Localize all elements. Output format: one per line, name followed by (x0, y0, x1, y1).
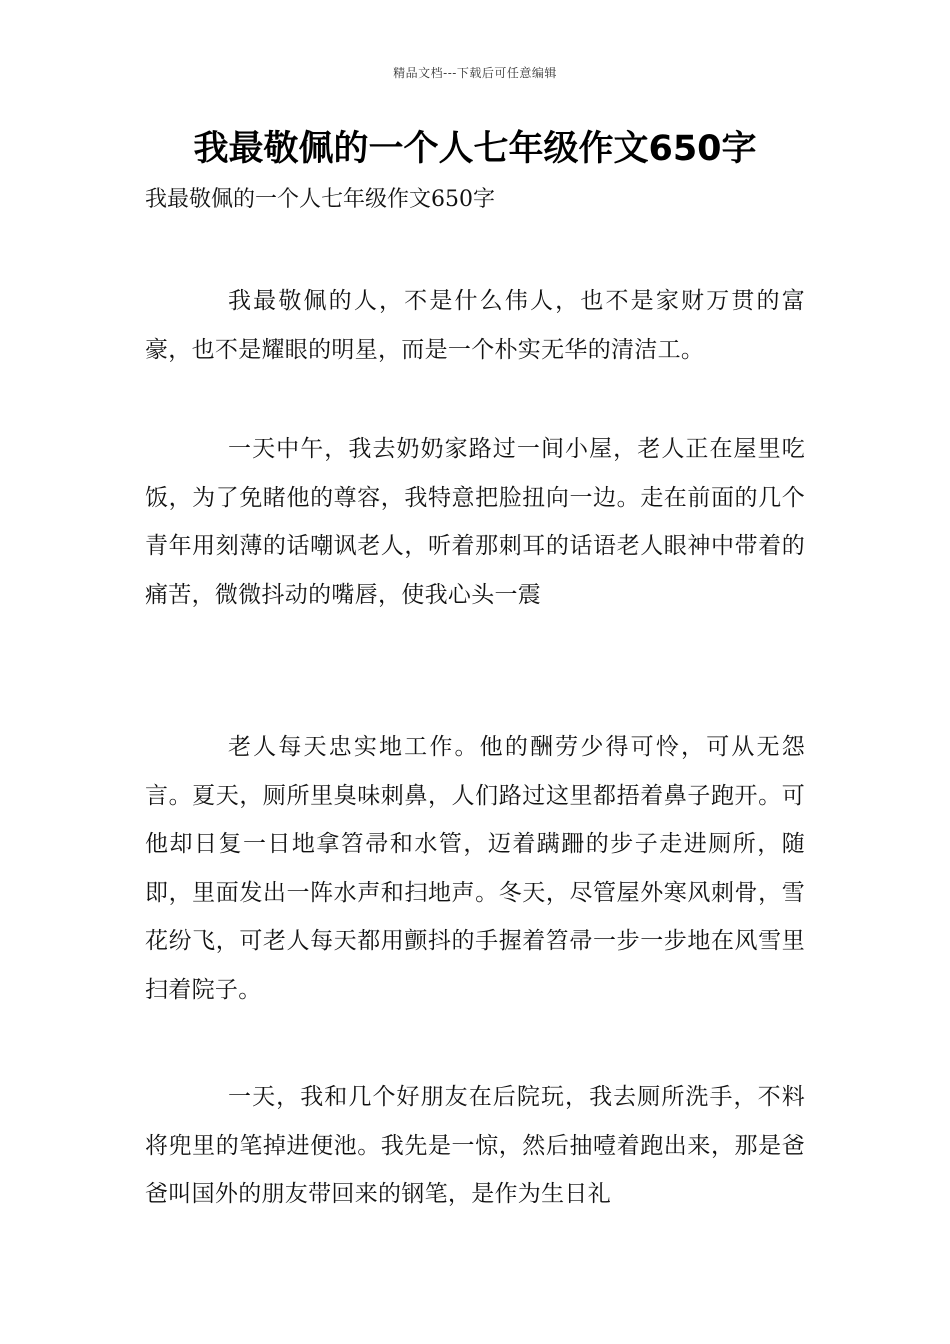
paragraph: 我最敬佩的人，不是什么伟人，也不是家财万贯的富豪，也不是耀眼的明星，而是一个朴实无华的清洁工。 (145, 288, 805, 363)
header-note: 精品文档---下载后可任意编辑 (393, 66, 557, 80)
paragraph: 一天，我和几个好朋友在后院玩，我去厕所洗手，不料将兜里的笔掉进便池。我先是一惊，然后抽噎着跑出来，那是爸爸叫国外的朋友带回来的钢笔，是作为生日礼 (145, 1084, 805, 1207)
document-subtitle: 我最敬佩的一个人七年级作文650字 (145, 187, 495, 212)
paragraph: 一天中午，我去奶奶家路过一间小屋，老人正在屋里吃饭，为了免睹他的尊容，我特意把脸扭向一边。走在前面的几个青年用刻薄的话嘲讽老人，听着那刺耳的话语老人眼神中带着的痛苦，微微抖动的嘴唇，使我心头一震 (145, 436, 805, 608)
paragraph: 老人每天忠实地工作。他的酬劳少得可怜，可从无怨言。夏天，厕所里臭味刺鼻，人们路过这里都捂着鼻子跑开。可他却日复一日地拿笤帚和水管，迈着蹒跚的步子走进厕所，随即，里面发出一阵水声和扫地声。冬天，尽管屋外寒风刺骨，雪花纷飞，可老人每天都用颤抖的手握着笤帚一步一步地在风雪里扫着院子。 (145, 734, 805, 1003)
document-title: 我最敬佩的一个人七年级作文650字 (193, 129, 757, 169)
